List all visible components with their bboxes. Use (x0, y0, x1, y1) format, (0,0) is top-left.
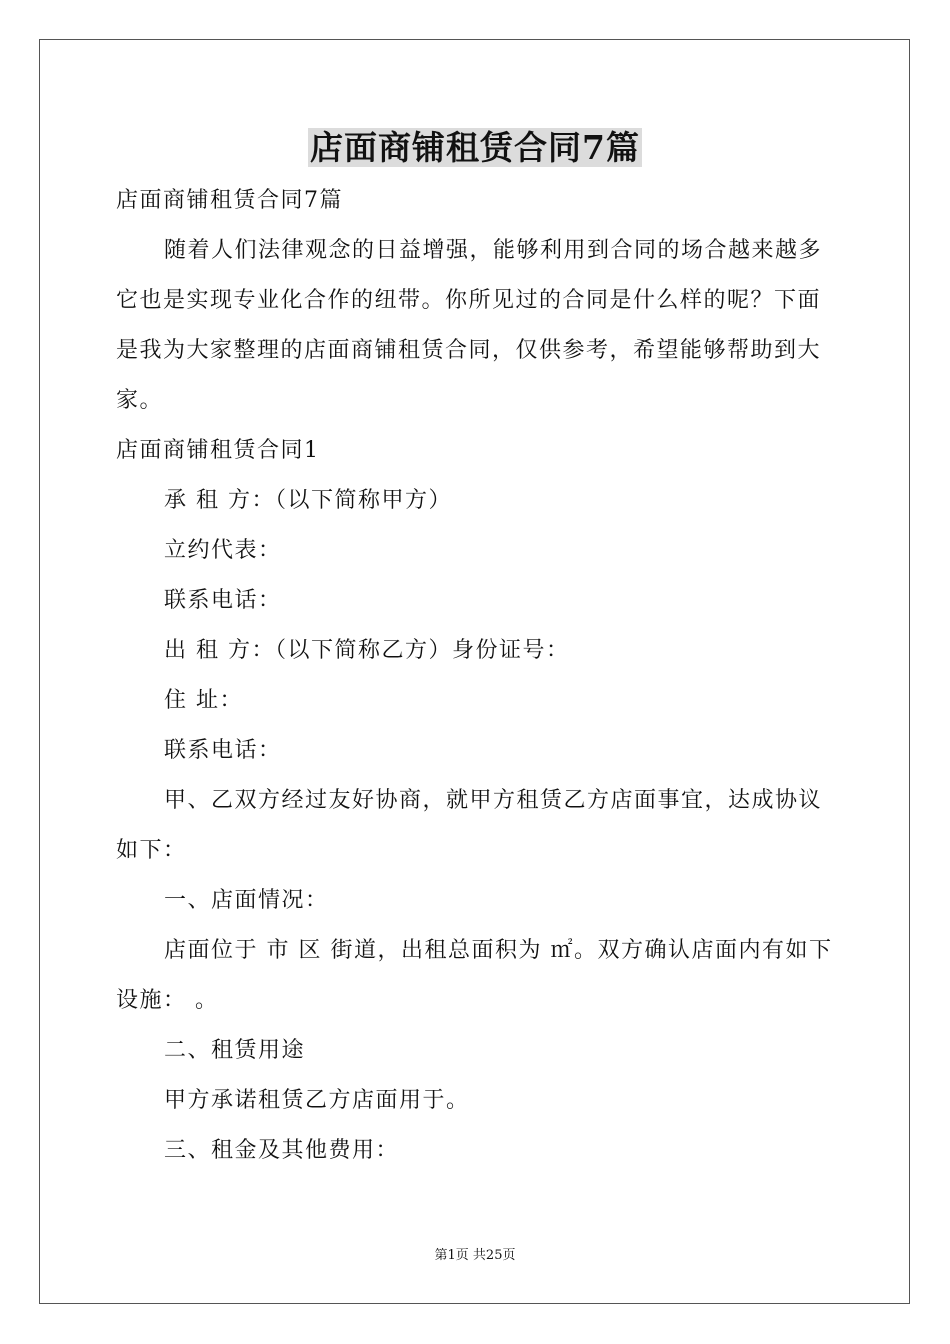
body-paragraph: 二、租赁用途 (164, 1038, 306, 1063)
body-paragraph: 联系电话： (164, 588, 282, 613)
body-paragraph: 店面位于 市 区 街道，出租总面积为 ㎡。双方确认店面内有如下设施： 。 (116, 938, 833, 1013)
section-heading: 店面商铺租赁合同1 (116, 438, 320, 463)
page-number: 第1页 共25页 (434, 1248, 516, 1263)
body-paragraph: 甲方承诺租赁乙方店面用于。 (164, 1088, 470, 1113)
body-paragraph: 出 租 方：（以下简称乙方）身份证号： (164, 638, 570, 663)
body-paragraph: 住 址： (164, 688, 243, 713)
body-paragraph: 甲、乙双方经过友好协商，就甲方租赁乙方店面事宜，达成协议如下： (116, 788, 823, 863)
document-title-text: 店面商铺租赁合同7篇 (310, 128, 640, 167)
document-body (116, 176, 836, 1176)
body-paragraph: 承 租 方：（以下简称甲方） (164, 488, 452, 513)
body-paragraph: 随着人们法律观念的日益增强，能够利用到合同的场合越来越多它也是实现专业化合作的纽带。你所见过的合同是什么样的呢？下面是我为大家整理的店面商铺租赁合同，仅供参考，希望能够帮助到大家。 (116, 238, 823, 413)
body-paragraph: 联系电话： (164, 738, 282, 763)
body-paragraph: 立约代表： (164, 538, 282, 563)
body-paragraph: 三、租金及其他费用： (164, 1138, 400, 1163)
document-title (0, 128, 950, 168)
body-paragraph: 店面商铺租赁合同7篇 (116, 188, 343, 213)
body-paragraph: 一、店面情况： (164, 888, 329, 913)
page-footer (0, 1246, 950, 1266)
